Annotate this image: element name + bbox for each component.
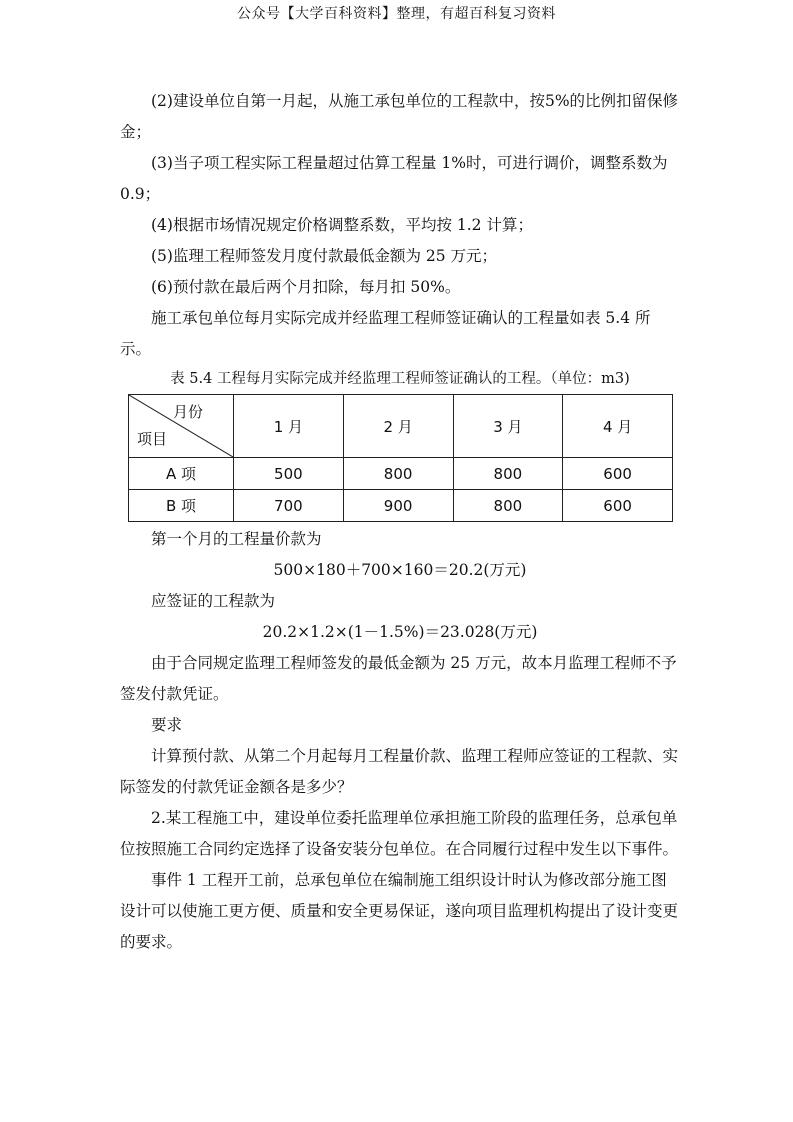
table-intro: 施工承包单位每月实际完成并经监理工程师签证确认的工程量如表 5.4 所示。 [120, 309, 651, 358]
table-header-row [129, 395, 673, 458]
condition-3: (3)当子项工程实际工程量超过估算工程量 1%时，可进行调价，调整系数为0.9； [120, 154, 668, 203]
row-label: B 项 [129, 490, 234, 522]
corner-item-label: 项目 [137, 430, 168, 448]
month-header: 1 月 [234, 395, 344, 458]
table-caption: 表 5.4 工程每月实际完成并经监理工程师签证确认的工程。（单位：m3) [170, 371, 630, 387]
table-cell: 600 [563, 458, 673, 490]
question-2: 2.某工程施工中，建设单位委托监理单位承担施工阶段的监理任务，总承包单位按照施工合同约定选择了设备安装分包单位。在合同履行过程中发生以下事件。 [120, 809, 679, 858]
calc-line-2: 应签证的工程款为 [151, 592, 276, 610]
table-cell: 800 [453, 490, 563, 522]
condition-6: (6)预付款在最后两个月扣除，每月扣 50%。 [151, 278, 461, 296]
calc-line-1: 第一个月的工程量价款为 [151, 530, 322, 548]
table-cell: 800 [453, 458, 563, 490]
condition-2: (2)建设单位自第一月起，从施工承包单位的工程款中，按5%的比例扣留保修金； [120, 92, 679, 141]
condition-4: (4)根据市场情况规定价格调整系数，平均按 1.2 计算； [151, 216, 533, 234]
month-header: 3 月 [453, 395, 563, 458]
condition-5: (5)监理工程师签发月度付款最低金额为 25 万元； [151, 247, 498, 265]
quantity-table [128, 394, 673, 522]
document-body [120, 86, 680, 958]
table-row [129, 458, 673, 490]
table-cell: 800 [343, 458, 453, 490]
month-header: 4 月 [563, 395, 673, 458]
table-corner-cell [129, 395, 234, 458]
row-label: A 项 [129, 458, 234, 490]
table-cell: 900 [343, 490, 453, 522]
formula-1: 500×180＋700×160＝20.2(万元) [273, 561, 527, 579]
requirement-title: 要求 [151, 716, 183, 734]
formula-2: 20.2×1.2×(1－1.5%)＝23.028(万元) [262, 623, 538, 641]
event-1: 事件 1 工程开工前，总承包单位在编制施工组织设计时认为修改部分施工图设计可以使施工更方便、质量和安全更易保证，遂向项目监理机构提出了设计变更的要求。 [120, 871, 679, 951]
table-cell: 500 [234, 458, 344, 490]
table-row [129, 490, 673, 522]
table-cell: 700 [234, 490, 344, 522]
table-cell: 600 [563, 490, 673, 522]
corner-month-label: 月份 [172, 403, 203, 421]
page-header: 公众号【大学百科资料】整理，有超百科复习资料 [237, 6, 556, 22]
month-header: 2 月 [343, 395, 453, 458]
calc-line-3: 由于合同规定监理工程师签发的最低金额为 25 万元，故本月监理工程师不予签发付款凭证。 [120, 654, 677, 703]
requirement-text: 计算预付款、从第二个月起每月工程量价款、监理工程师应签证的工程款、实际签发的付款凭证金额各是多少？ [120, 747, 679, 796]
